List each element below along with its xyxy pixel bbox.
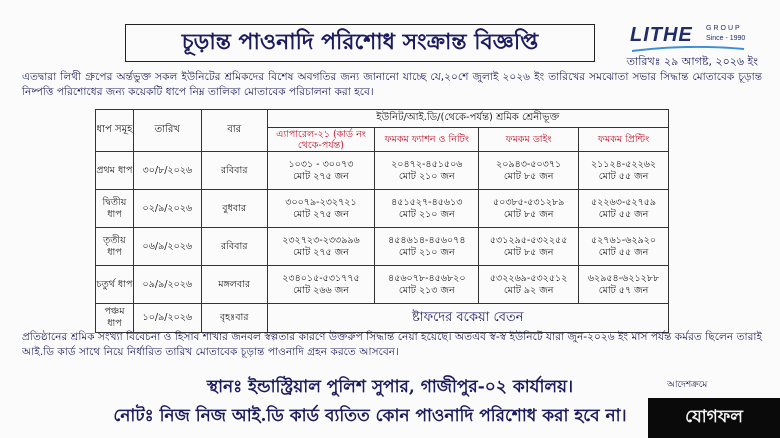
range-text: ২০৯৪৩-৫০৩৭১ [496,158,562,170]
intro-paragraph: এতদ্বারা লিথী গ্রুপের অর্ন্তভুক্ত সকল ইউনিটের শ্রমিকদের বিশেষ অবগতির জন্য জানানো যাচ্ছে যে,২০শে জুলাই ২০২৬ ইং তারিখের সমঝোতা সভার সিদ্ধান্ত মোতাবেক চূড়ান্ত নিষ্পত্তি পরিশোধের জন্য কয়েকটি ধাপে নিম্ন তালিকা মোতাবেক পরিচালনা করা হবে। [22,71,762,98]
total-text: মোট ২১৩ জন [398,284,455,296]
venue-line: স্থানঃ ইন্ডাস্ট্রিয়াল পুলিশ সুপার, গাজীপুর-০২ কার্যালয়। [206,377,574,397]
company-logo [630,24,748,52]
range-cell [375,228,479,266]
unit-header-apparel: এ্যাপারেল-২১ (কার্ড নং থেকে-পর্যন্ত) [267,128,375,152]
total-text: মোট ৫৫ জন [598,246,649,258]
range-cell [579,266,669,304]
phase-cell: চতুর্থ ধাপ [96,266,134,304]
range-cell [375,266,479,304]
total-text: মোট ৫৫ জন [598,208,649,220]
range-cell [479,190,579,228]
total-text: মোট ৯২ জন [503,284,554,296]
total-text: মোট ৮৫ জন [503,208,554,220]
range-cell [267,190,375,228]
range-cell [579,228,669,266]
staff-dues-cell: ষ্টাফদের বকেয়া বেতন [267,304,668,333]
table-row [96,228,669,266]
range-cell [479,152,579,190]
date-cell: ৩০/৮/২০২৬ [133,152,201,190]
phase-cell: পঞ্চম ধাপ [96,304,134,333]
total-text: মোট ২১০ জন [398,170,455,182]
total-text: মোট ৮৫ জন [503,246,554,258]
range-cell [375,190,479,228]
phase-header: ধাপ সমূহ [96,110,134,152]
date-cell: ০২/৯/২০২৬ [133,190,201,228]
logo-group: GROUP [706,25,742,32]
units-header: ইউনিট/আই.ডি/(থেকে-পর্যন্ত) শ্রমিক শ্রেনীভূক্ত [267,110,668,128]
phase-cell: দ্বিতীয় ধাপ [96,190,134,228]
day-cell: বৃহঃবার [201,304,267,333]
range-text: ২৩৪০১৫-৫৩১৭৭৫ [282,272,360,284]
total-text: মোট ২৭৫ জন [293,170,349,182]
logo-since: Since - 1990 [706,35,746,42]
total-text: মোট ২৭৫ জন [293,208,349,220]
notice-title: চূড়ান্ত পাওনাদি পরিশোধ সংক্রান্ত বিজ্ঞপ্তি [125,24,595,62]
table-row [96,152,669,190]
table-row-staff [96,304,669,333]
range-text: ৩০০৭৯-২৩২৭২১ [285,196,357,208]
note-line: নোটঃ নিজ নিজ আই.ডি কার্ড ব্যতিত কোন পাওনাদি পরিশোধ করা হবে না। [113,406,627,426]
notice-date: তারিখঃ ২৯ আগষ্ট, ২০২৬ ইং [626,55,758,68]
logo-swoosh-icon [632,46,744,52]
range-text: ৬২৯৫৪-৬২১২৮৮ [587,272,660,284]
table-row [96,190,669,228]
range-text: ২০৪৭২-৪৫১৫০৬ [391,158,463,170]
day-cell: রবিবার [201,152,267,190]
day-cell: মঙ্গলবার [201,266,267,304]
total-text: মোট ২১০ জন [398,208,455,220]
day-cell: বুধবার [201,190,267,228]
range-text: ৫২২৬৩-৫২৭৫৯ [590,196,657,208]
logo-name: LITHE [630,24,693,46]
range-cell [579,190,669,228]
total-text: মোট ২৭৫ জন [293,246,349,258]
phase-cell: তৃতীয় ধাপ [96,228,134,266]
range-cell [267,152,375,190]
day-header: বার [201,110,267,152]
range-cell [375,152,479,190]
unit-header-dyeing: ফমকম ডাইং [479,128,579,152]
total-text: মোট ৫৫ জন [598,170,649,182]
range-text: ৪৫৪৬১৪-৪৫৬০৭৪ [388,234,466,246]
range-text: ৫০৩৮৫-৫৩১২৮৯ [492,196,565,208]
instruction-paragraph: প্রতিষ্ঠানের শ্রমিক সংখ্যা বিবেচনা ও হিসাব শাখার জনবল স্বল্পতার কারণে উক্তরুপ সিদ্ধান্ত নেয়া হয়েছে। অতএব স্ব-স্ব ইউনিটে যারা জুন-২০২৬ ইং মাস পর্যন্ত কর্মরত ছিলেন তারাই আই.ডি কার্ড সাথে নিয়ে নির্ধারিত তারিখ মোতাবেক চূড়ান্ত পাওনাদি গ্রহন করতে আসবেন। [22,331,762,358]
range-text: ১০৩১ - ৩০০৭৩ [288,158,354,170]
date-cell: ০৬/৯/২০২৬ [133,228,201,266]
total-text: মোট ২৬৬ জন [293,284,349,296]
range-cell [267,266,375,304]
total-text: মোট ৫৭ জন [598,284,649,296]
order-label: আদেশক্রমে [667,380,708,390]
payment-schedule-table [95,109,669,333]
range-cell [579,152,669,190]
range-text: ৪৫১৫২৭-৪৫৬১৩ [391,196,463,208]
day-cell: রবিবার [201,228,267,266]
total-text: মোট ২১০ জন [398,246,455,258]
watermark-logo: যোগফল [648,398,780,438]
phase-cell: প্রথম ধাপ [96,152,134,190]
range-cell [267,228,375,266]
date-cell: ১০/৯/২০২৬ [133,304,201,333]
unit-header-fashion: ফমকম ফ্যাশন ও নিটিং [375,128,479,152]
date-cell: ০৯/৯/২০২৬ [133,266,201,304]
range-cell [479,266,579,304]
unit-header-printing: ফমকম প্রিন্টিং [579,128,669,152]
range-text: ৫৩২২৬৯-৫৩২৫১২ [489,272,568,284]
range-text: ৪৫৬০৭৮-৪৫৬৮২০ [388,272,466,284]
range-cell [479,228,579,266]
range-text: ৫৩১২৯৫-৫৩২২৫৫ [489,234,568,246]
range-text: ২১১২৪-৫২২৬২ [590,158,657,170]
total-text: মোট ৮৫ জন [503,170,554,182]
date-header: তারিখ [133,110,201,152]
range-text: ২৩২৭২৩-২৩৩৯৯৬ [282,234,360,246]
table-row [96,266,669,304]
range-text: ৫২৭৬১-৬২৯২০ [590,234,657,246]
